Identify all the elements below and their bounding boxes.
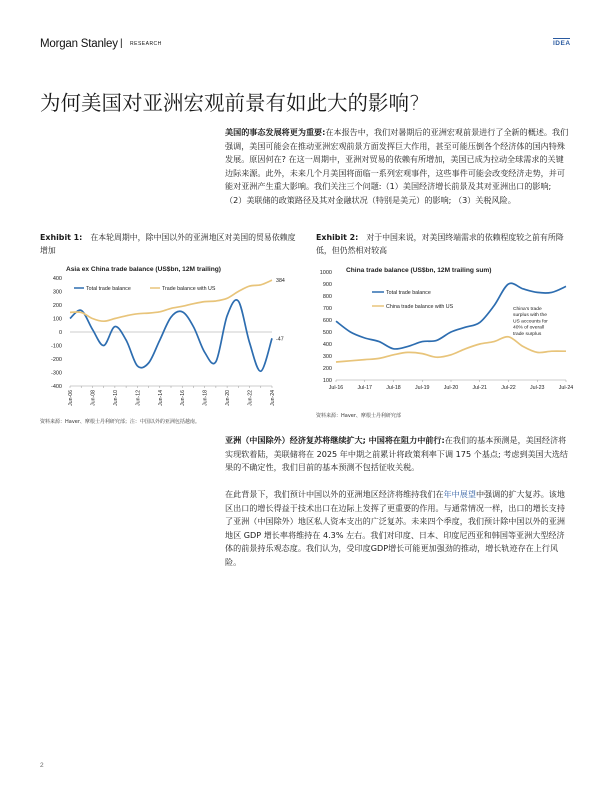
chart1-ytick: -100 — [50, 343, 62, 350]
chart1-xtick-label: Jun-22 — [247, 390, 254, 406]
chart1-annotation-total-last: -47 — [276, 336, 284, 343]
chart2-ytick: 100 — [322, 378, 332, 384]
exhibit2-source: 资料来源：Haver、摩根士丹利研究部 — [316, 413, 401, 419]
exhibit1-label: Exhibit 1: — [40, 233, 83, 242]
chart1-series-line — [70, 300, 272, 371]
chart2-xtick-label: Jul-24 — [558, 385, 574, 391]
paragraph3-text-after: 中强调的扩大复苏。该地区出口的增长得益于技术出口在边际上发挥了更重要的作用。与通常情况一样，出口的增长支持了亚洲（中国除外）地区私人资本支出的广泛复苏。未来四个季度，我们预计除中国以外的亚洲地区 GDP 增长率将维持在 4.3% 左右。我们对印度、日本、印度尼西亚和韩国等亚洲大型经济体的前景持乐观态度。我们认为，受印度GDP增长可能更加强劲的推动，增长轨迹存在上行风险。 — [225, 489, 565, 567]
chart1-xtick-label: Jun-16 — [180, 390, 187, 406]
midyear-outlook-link[interactable]: 年中展望 — [443, 489, 476, 499]
chart1-xtick-label: Jun-08 — [90, 390, 97, 406]
chart2-annotation: China's trade surplus with the US accounts for 40% of overall trade surplus — [513, 307, 548, 337]
chart2-legend-us: China trade balance with US — [386, 304, 454, 310]
chart1-title: Asia ex China trade balance (US$bn, 12M trailing) — [66, 266, 221, 273]
chart2-xtick-label: Jul-23 — [530, 385, 545, 391]
header-section: RESEARCH — [130, 41, 162, 47]
chart1-ytick: -400 — [50, 384, 62, 390]
chart1-xtick-label: Jun-20 — [225, 390, 232, 406]
chart2-ytick: 500 — [322, 330, 332, 336]
chart2-xtick-label: Jul-17 — [357, 385, 372, 391]
chart1-ytick: 400 — [52, 276, 62, 282]
intro-paragraph — [225, 126, 571, 208]
paragraph2-text: 在我们的基本预测是，美国经济将实现软着陆，美联储将在 2025 年中期之前累计将政策利率下调 175 个基点; 考虑到美国大选结果的不确定性，我们目前的基本预测不包括征收关税。 — [225, 435, 569, 473]
chart1-xtick-label: Jun-18 — [202, 390, 209, 406]
chart1-xtick-label: Jun-06 — [68, 390, 74, 406]
chart2-ytick: 600 — [322, 318, 332, 324]
chart2-xtick-label: Jul-19 — [415, 385, 430, 391]
chart1-ytick: 0 — [58, 330, 62, 336]
chart2-ytick: 400 — [322, 342, 332, 348]
intro-text: 在本报告中，我们对暑期后的亚洲宏观前景进行了全新的概述。我们强调，美国可能会在推动亚洲宏观前景方面发挥巨大作用，甚至可能压倒各个经济体的国内特殊发展。原因何在? 在这一周期中，亚洲对贸易的依赖有所增加，美国已成为拉动全球需求的关键边际来源。此外，未来几个月美国将面临一系列宏观事件，这些事件可能会改变经济走势，并可能对亚洲产生重大影响。我们关注三个问题:（1）美国经济增长前景及其对亚洲出口的影响; （2）美联储的政策路径及其对金融状况（特别是美元）的影响; （3）关税风险。 — [225, 127, 569, 205]
chart1-ytick: 200 — [52, 303, 62, 309]
chart2-ytick: 800 — [322, 294, 332, 300]
chart2-xtick-label: Jul-16 — [328, 385, 344, 391]
intro-lead: 美国的事态发展将更为重要: — [225, 127, 326, 137]
page-number: 2 — [40, 762, 44, 769]
chart1-legend-total: Total trade balance — [86, 286, 131, 292]
paragraph3-text-before: 在此背景下，我们预计中国以外的亚洲地区经济将维持我们在 — [225, 489, 444, 499]
paragraph-recovery — [225, 434, 571, 475]
chart1-legend-us: Trade balance with US — [162, 286, 216, 292]
chart1-ytick: 100 — [52, 316, 62, 323]
paragraph2-lead: 亚洲（中国除外）经济复苏将继续扩大; 中国将在阻力中前行: — [225, 435, 445, 445]
chart2-xtick-label: Jul-18 — [386, 385, 401, 391]
header-separator: | — [120, 38, 123, 49]
chart2-legend-total: Total trade balance — [386, 290, 431, 296]
chart1-ytick: -300 — [50, 370, 62, 377]
badge-rule — [553, 38, 570, 39]
chart2-ytick: 1000 — [319, 270, 332, 276]
idea-badge: IDEA — [553, 40, 571, 47]
paragraph-outlook — [225, 488, 571, 570]
chart2-xtick-label: Jul-21 — [472, 385, 487, 391]
chart2-series-line — [336, 337, 566, 362]
chart2-xtick-label: Jul-20 — [443, 385, 459, 391]
chart1-xtick-label: Jun-10 — [112, 390, 119, 406]
chart1-xtick-label: Jun-24 — [270, 390, 276, 406]
exhibit1-source: 资料来源：Haver、摩根士丹利研究部；注：中国以外的亚洲包括越南。 — [40, 419, 200, 425]
page-title: 为何美国对亚洲宏观前景有如此大的影响? — [40, 91, 420, 115]
chart2-title: China trade balance (US$bn, 12M trailing sum) — [346, 267, 492, 274]
chart2-xtick-label: Jul-22 — [501, 385, 516, 391]
exhibit1-caption — [40, 232, 302, 257]
chart2-ytick: 200 — [322, 366, 332, 372]
chart1-xtick-label: Jun-14 — [157, 390, 164, 406]
exhibit1-text: 在本轮周期中，除中国以外的亚洲地区对美国的贸易依赖度增加 — [40, 233, 296, 255]
exhibit2-caption — [316, 232, 578, 257]
chart2-ytick: 700 — [322, 306, 332, 312]
chart2-ytick: 900 — [322, 282, 332, 288]
chart1-xtick-label: Jun-12 — [135, 390, 142, 406]
chart-asia-ex-china — [40, 262, 300, 412]
chart1-ytick: -200 — [50, 357, 62, 363]
exhibit2-label: Exhibit 2: — [316, 233, 359, 242]
chart1-annotation-us-last: 384 — [276, 278, 285, 285]
chart1-ytick: 300 — [52, 289, 62, 296]
chart2-ytick: 300 — [322, 354, 332, 360]
brand-logo: Morgan Stanley — [40, 38, 118, 50]
chart-china-trade — [316, 262, 578, 412]
exhibit2-text: 对于中国来说，对美国终端需求的依赖程度较之前有所降低，但仍然相对较高 — [316, 233, 564, 255]
